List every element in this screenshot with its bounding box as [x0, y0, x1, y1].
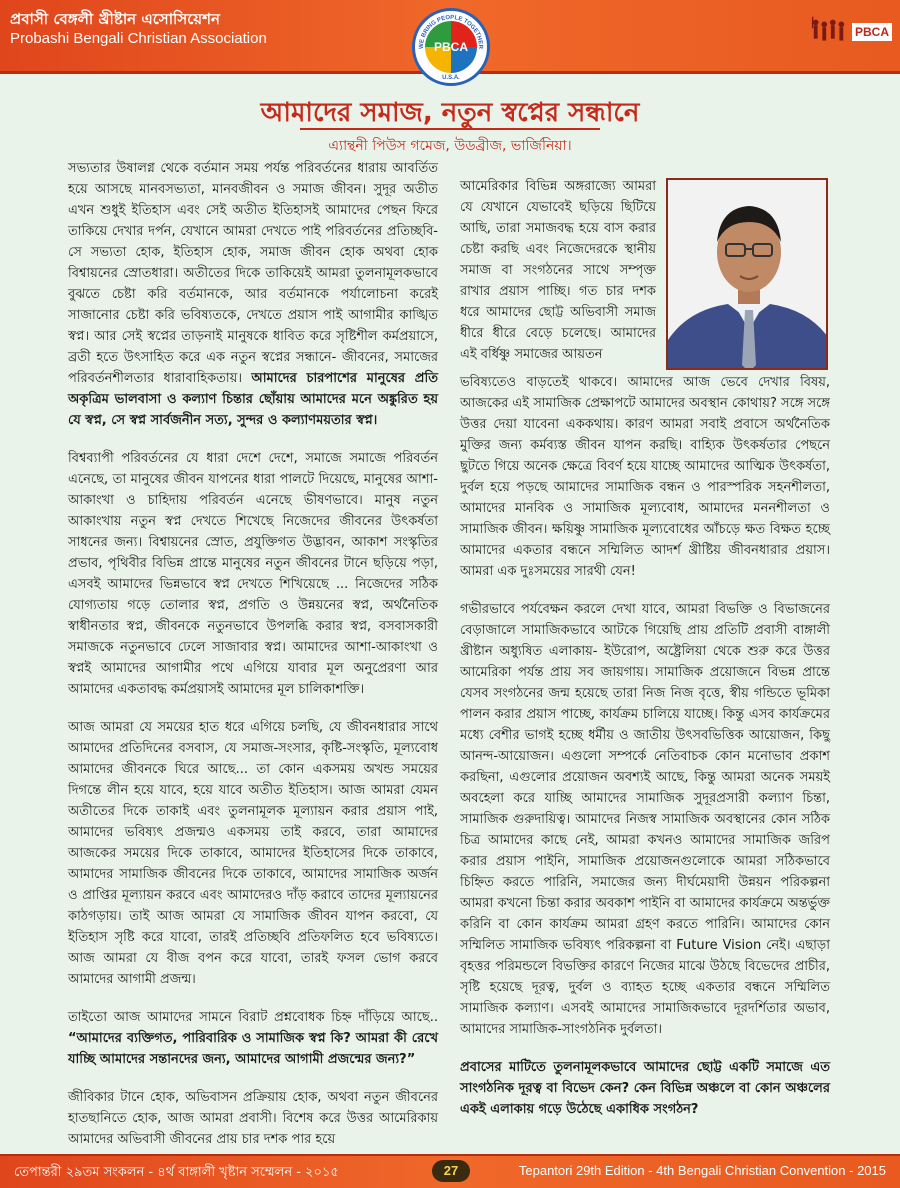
logo-letters: PBCA: [425, 21, 477, 73]
people-figures-icon: [810, 14, 848, 50]
bold-question: “আমাদের ব্যক্তিগত, পারিবারিক ও সামাজিক স্বপ্ন কি? আমরা কী রেখে যাচ্ছি আমাদের সন্তানদের জন্য, আমাদের আগামী প্রজন্মের জন্য?”: [68, 1031, 438, 1067]
portrait-image: [668, 180, 828, 370]
pbca-logo: [412, 8, 490, 86]
paragraph: ভবিষ্যতেও বাড়তেই থাকবে। আমাদের আজ ভেবে দেখার বিষয়, আজকের এই সামাজিক প্রেক্ষাপটে আমাদের অবস্থান কোথায়? সঙ্গে সঙ্গে উত্তর দেয়া যাবেনা এককথায়। কারণ আমরা সবাই প্রবাসে অর্থনৈতিক মুক্তির জন্য কর্মব্যস্ত জীবন যাপন করছি। বাহ্যিক উৎকর্ষতার পেছনে ছুটতে গিয়ে অনেক ক্ষেত্রে বিবর্ণ হয়ে যাচ্ছে আমাদের আত্মিক উৎকর্ষতা, দুর্বল হয়ে পড়ছে আমাদের সামাজিক বন্ধন ও পারস্পরিক সহনশীলতা, আমাদের মানবিক ও সামাজিক মূল্যবোধ, আমাদের মননশীলতা ও সামাজিক জীবন। ক্ষয়িষ্ণু সামাজিক মূল্যবোধের আঁচড়ে ক্ষত বিক্ষত হচ্ছে আমাদের একতার বন্ধনে সম্মিলিত আদর্শ খ্রীষ্টিয় জীবনধারার প্রয়াস। আমরা এক দুঃসময়ের সারথী যেন!: [460, 375, 830, 579]
paragraph: আজ আমরা যে সময়ের হাত ধরে এগিয়ে চলছি, যে জীবনধারার সাথে আমাদের প্রতিদিনের বসবাস, যে সমাজ-সংসার, কৃষ্টি-সংস্কৃতি, মূল্যবোধ আমাদের জীবনকে ঘিরে আছে... তা কোন একসময় অখন্ড সময়ের দিগন্তে লীন হয়ে যাবে, হয়ে যাবে অতীত ইতিহাস। আজ আমরা যেমন অতীতের দিকে তাকাই এবং তুলনামূলক মূল্যায়ন করার প্রয়াস পাই, আমাদের ভবিষ্যৎ প্রজন্মও একসময় তাই করবে, তারা আমাদের আজকের সময়ের দিকে তাকাবে, আমাদের ইতিহাসের দিকে তাকাবে, আমাদের সামাজিক জীবনের দিকে তাকাবে, আমাদের সামাজিক অর্জন ও প্রাপ্তির মূল্যায়ন করবে এবং আমাদেরও দাঁড় করাবে তাদের মূল্যায়নের কাঠগড়ায়। তাই আজ আমরা যে সামাজিক জীবন যাপন করবো, যে ইতিহাস সৃষ্টি করে যাবো, তারই প্রতিচ্ছবি প্রতিফলিত হবে ভবিষ্যতে। আজ আমরা যে বীজ বপন করে যাবো, তারই ফসল ভোগ করবে আমাদের আগামী প্রজন্ম।: [68, 720, 438, 987]
logo-ring-text: [415, 11, 487, 83]
paragraph: [68, 158, 438, 431]
left-column: [68, 158, 438, 1167]
title-underline: [300, 128, 600, 130]
org-name-english: Probashi Bengali Christian Association: [10, 30, 267, 47]
right-top-text: আমেরিকার বিভিন্ন অঙ্গরাজ্যে আমরা যে যেখানে যেভাবেই ছড়িয়ে ছিটিয়ে আছি, তারা সমাজবদ্ধ হয়ে বাস করার চেষ্টা করছি এবং নিজেদেরকে স্থানীয় সমাজ বা সংগঠনের সাথে সম্পৃক্ত রাখার প্রয়াস পাচ্ছি। গত চার দশক ধরে আমাদের ছোট্ট অভিবাসী সমাজ ধীরে ধীরে বেড়ে চলেছে। আমাদের এই বর্ধিষ্ণু সমাজের আয়তন: [460, 179, 656, 362]
bold-statement: আমাদের চারপাশের মানুষের প্রতি অকৃত্রিম ভালবাসা ও কল্যাণ চিন্তার ছোঁয়ায় আমাদের মনে অঙ্কুরিত হয় যে স্বপ্ন, সে স্বপ্ন সার্বজনীন সত্য, সুন্দর ও কল্যাণময়তার স্বপ্ন।: [68, 371, 438, 428]
svg-text:WE BRING PEOPLE TOGETHER: [419, 15, 483, 50]
question-lead: তাইতো আজ আমাদের সামনে বিরাট প্রশ্নবোধক চিহ্ন দাঁড়িয়ে আছে..: [68, 1010, 438, 1025]
page-number: 27: [432, 1160, 470, 1182]
logo-bottom-caption: U.S.A.: [442, 75, 460, 81]
paragraph: জীবিকার টানে হোক, অভিবাসন প্রক্রিয়ায় হোক, অথবা নতুন জীবনের হাতছানিতে হোক, আজ আমরা প্রবাসী। বিশেষ করে উত্তর আমেরিকায় আমাদের অভিবাসী জীবনের প্রায় চার দশক পার হয়ে: [68, 1090, 438, 1147]
pbca-badge-text: PBCA: [852, 23, 892, 41]
footer-english: Tepantori 29th Edition - 4th Bengali Christian Convention - 2015: [518, 1163, 886, 1178]
article-title: আমাদের সমাজ, নতুন স্বপ্নের সন্ধানে: [260, 98, 640, 128]
right-column: [460, 372, 830, 1137]
logo-ring-caption: WE BRING PEOPLE TOGETHER: [418, 14, 484, 50]
bold-closing-question: প্রবাসের মাটিতে তুলনামূলকভাবে আমাদের ছোট্ট একটি সমাজে এত সাংগঠনিক দূরত্ব বা বিভেদ কেন? কেন বিভিন্ন অঞ্চলে বা কোন অঞ্চলের একই এলাকায় গড়ে উঠেছে একাধিক সংগঠন?: [460, 1060, 830, 1117]
footer-bengali: তেপান্তরী ২৯তম সংকলন - ৪র্থ বাঙ্গালী খৃষ্টান সম্মেলন - ২০১৫: [14, 1165, 339, 1180]
paragraph-text: সভ্যতার উষালগ্ন থেকে বর্তমান সময় পর্যন্ত পরিবর্তনের ধারায় আবর্তিত হয়ে আসছে মানবসভ্যতা, মানবজীবন ও সমাজ জীবন। সুদূর অতীত এখন শুধুই ইতিহাস এবং সেই অতীত ইতিহাসই আমাদের পেছন ফিরে তাকিয়ে দেখার দর্পন, যেখানে আমরা দেখতে পাই পরিবর্তনের প্রতিচ্ছবি- সে সভ্যতা হোক, ইতিহাস হোক, সমাজ জীবন হোক অথবা হোক বিশ্বায়নের স্রোতধারা। অতীতের দিকে তাকিয়েই আমরা তুলনামূলকভাবে বুঝতে চেষ্টা করি বর্তমানকে, আর বর্তমানকে পর্যালোচনা করেই সাজানোর চেষ্টা করি ভবিষ্যতকে, দেখতে প্রয়াস পাই আগামীর কাঙ্খিত স্বপ্ন। আর সেই স্বপ্নের তাড়নাই মানুষকে ধাবিত করে সৃষ্টিশীল কর্মপ্রয়াসে, ব্রতী হতে উৎসাহিত করে এক নতুন স্বপ্নের সন্ধানে- জীবনের, সমাজের পরিবর্তনশীলতার ধারাবাহিকতায়।: [68, 161, 438, 386]
paragraph: বিশ্বব্যাপী পরিবর্তনের যে ধারা দেশে দেশে, সমাজে সমাজে পরিবর্তন এনেছে, তা মানুষের জীবন যাপনের ধারা পালটে দিয়েছে, মানুষের আশা-আকাংখা ও চাহিদায় পরিবর্তন এনেছে ভীষণভাবে। মানুষ নতুন আকাংখায় নতুন স্বপ্ন দেখতে শিখেছে নিজেদের জীবনের উৎকর্ষতা সাধনের জন্য। বিশ্বায়নের স্রোত, প্রযুক্তিগত উদ্ভাবন, আকাশ সংস্কৃতির প্রভাব, পৃথিবীর বিভিন্ন প্রান্তে মানুষের নতুন জীবনের টানে ছড়িয়ে পড়া, এসবই আমাদের ভিন্নভাবে স্বপ্ন দেখতে শিখিয়েছে ... নিজেদের সঠিক যোগ্যতায় গড়ে তোলার স্বপ্ন, প্রগতি ও উন্নয়নের স্বপ্ন, অর্থনৈতিক স্বাধীনতার স্বপ্ন, জীবনকে নতুনভাবে উপলব্ধি করার স্বপ্ন, বসবাসকারী সমাজকে নতুনভাবে ঢেলে সাজাবার স্বপ্ন। আমাদের আশা-আকাংখা ও স্বপ্নই আমাদের আগামীর পথে এগিয়ে যাবার মূল অনুপ্রেরণা আর আমাদের একতাবদ্ধ কর্মপ্রয়াসই আমাদের মূল চালিকাশক্তি।: [68, 451, 438, 697]
paragraph: গভীরভাবে পর্যবেক্ষন করলে দেখা যাবে, আমরা বিভক্তি ও বিভাজনের বেড়াজালে সামাজিকভাবে আটকে গিয়েছি প্রায় প্রতিটি প্রবাসী বাঙ্গালী খ্রীষ্টান অধ্যুষিত এলাকায়- ইউরোপ, অষ্ট্রেলিয়া থেকে শুরু করে উত্তর আমেরিকা পর্যন্ত প্রায় সব জায়গায়। সামাজিক প্রয়োজনে বিভন্ন প্রান্তে যেসব সংগঠনের জন্ম হয়েছে তারা নিজ নিজ বৃত্তে, স্বীয় গন্ডিতে ভূমিকা পালন করার প্রয়াস পাচ্ছে, কার্যক্রম চালিয়ে যাচ্ছে। কিন্তু এসব কার্যক্রমের মধ্যে বেশীর ভাগই হচ্ছে ধর্মীয় ও জাতীয় উৎসবভিত্তিক আয়োজন, কিছু আনন্দ-আয়োজন। এগুলো সম্পর্কে নেতিবাচক কোন মনোভাব প্রকাশ করছিনা, এগুলোর প্রয়োজন অবশ্যই আছে, কিন্তু আমরা অনেক সময়ই অবহেলা করে যাচ্ছি আমাদের সামাজিক সুদূরপ্রসারী কল্যাণ চিন্তা, সামাজিক গুরুদায়িত্ব। আমাদের নিজস্ব সামাজিক অবস্থানের কোন সঠিক চিত্র আমাদের কাছে নেই, আমরা কখনও আমাদের সামাজিক জরিপ করার প্রয়াস পাইনি, সামাজিক প্রয়োজনগুলোকে আমরা সঠিকভাবে চিহ্নিত করতে পারিনি, সমাজের জন্য দীর্ঘমেয়াদী উন্নয়ন পরিকল্পনা আমরা কখনো চিন্তা করার অবকাশ পাইনি বা আমাদের কার্যক্রমে অন্তর্ভুক্ত করিনি বা কোন কার্যক্রম আমরা গ্রহণ করতে পারিনি। আমাদের কোন সম্মিলিত সামাজিক ভবিষ্যৎ পরিকল্পনা বা Future Vision নেই। এছাড়া বৃহত্তর পরিমন্ডলে বিভক্তির কারণে নিজের মাঝে উঠছে বিভেদের প্রাচীর, সৃষ্টি হয়েছে দূরত্ব, দুর্বল ও ব্যাহত হচ্ছে একতার বন্ধনে সম্মিলিত সামাজিক কল্যাণ। এসবই আমাদের সামাজিকভাবে দূরদর্শিতার অভাব, আমাদের সামাজিক-সাংগঠনিক দুর্বলতা।: [460, 602, 830, 1037]
author-photo: [666, 178, 828, 370]
paragraph: [68, 1007, 438, 1070]
org-name-bengali: প্রবাসী বেঙ্গলী খ্রীষ্টান এসোসিয়েশন: [10, 10, 220, 28]
pbca-badge: [810, 12, 892, 52]
article-byline: এ্যান্থনী পিউস গমেজ, উডব্রীজ, ভার্জিনিয়া।: [328, 138, 572, 154]
page-footer: [0, 1154, 900, 1188]
